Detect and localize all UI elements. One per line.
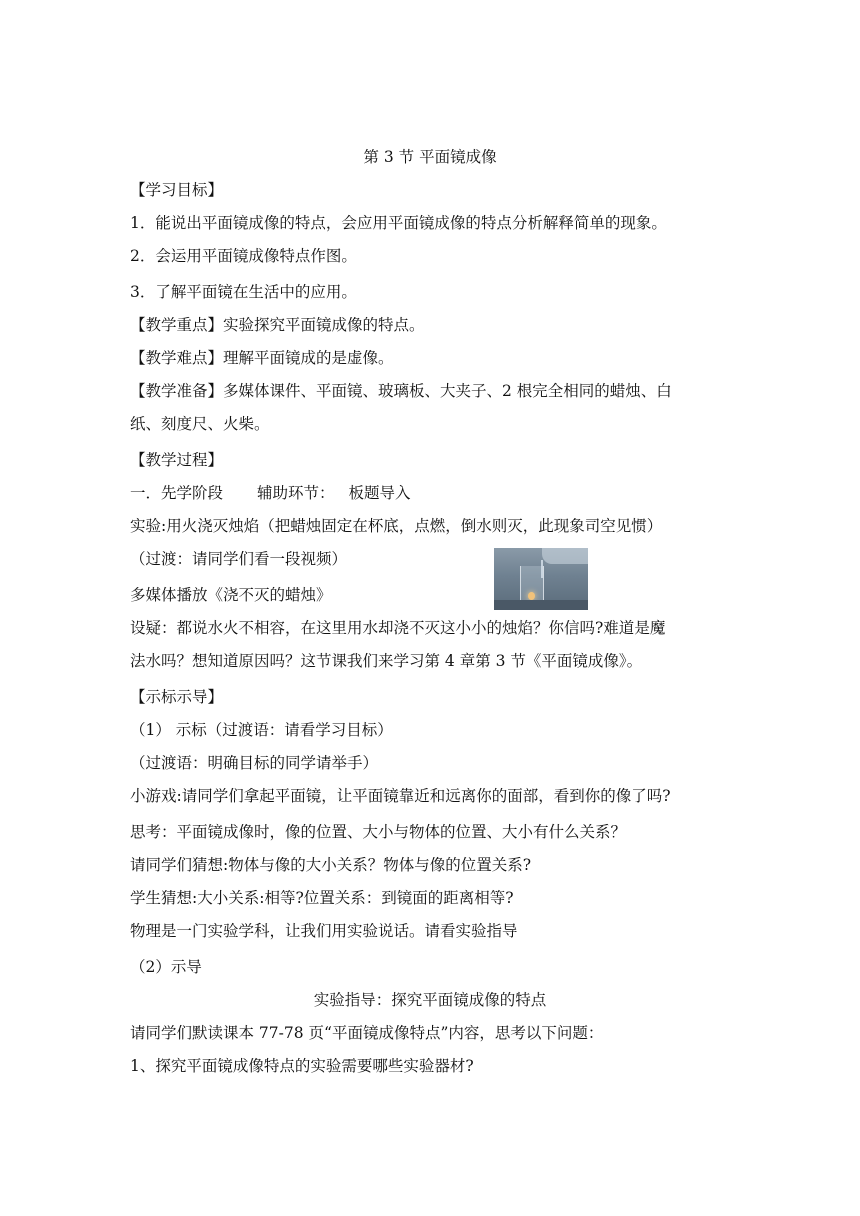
guide-step-2: （2）示导: [130, 958, 202, 976]
section-heading-objectives: 【示标示导】: [130, 688, 224, 706]
question-item-1: 1、探究平面镜成像特点的实验需要哪些实验器材?: [130, 1057, 474, 1075]
stage-part-3: 板题导入: [348, 484, 411, 502]
teaching-focus: 【教学重点】实验探究平面镜成像的特点。: [130, 316, 425, 334]
guess-question: 请同学们猜想:物体与像的大小关系？物体与像的位置关系?: [130, 856, 532, 874]
mini-game: 小游戏:请同学们拿起平面镜，让平面镜靠近和远离你的面部，看到你的像了吗?: [130, 787, 671, 805]
teaching-preparation: 【教学准备】多媒体课件、平面镜、玻璃板、大夹子、2 根完全相同的蜡烛、白: [130, 382, 672, 400]
question-line-1: 设疑：都说水火不相容，在这里用水却浇不灭这小小的烛焰？你信吗?难道是魔: [130, 619, 666, 637]
section-heading-goals: 【学习目标】: [130, 181, 224, 199]
page-title: 第 3 节 平面镜成像: [363, 148, 497, 166]
think-question: 思考：平面镜成像时，像的位置、大小与物体的位置、大小有什么关系？: [130, 823, 627, 841]
goal-item-1: 1．能说出平面镜成像的特点，会应用平面镜成像的特点分析解释简单的现象。: [130, 214, 667, 232]
stage-line: [130, 483, 740, 503]
physics-statement: 物理是一门实验学科，让我们用实验说话。请看实验指导: [130, 922, 518, 940]
stage-part-2: 辅助环节：: [257, 484, 335, 502]
teaching-preparation-cont: 纸、刻度尺、火柴。: [130, 415, 270, 433]
goal-item-3: 3．了解平面镜在生活中的应用。: [130, 283, 357, 301]
student-guess: 学生猜想:大小关系:相等?位置关系：到镜面的距离相等?: [130, 889, 514, 907]
section-heading-process: 【教学过程】: [130, 451, 224, 469]
water-jug-shape: [542, 548, 588, 564]
stage-part-1: 一．先学阶段: [130, 484, 224, 502]
objective-step-1: （1） 示标（过渡语：请看学习目标）: [130, 721, 393, 739]
goal-item-2: 2．会运用平面镜成像特点作图。: [130, 247, 357, 265]
experiment-line: 实验:用火浇灭烛焰（把蜡烛固定在杯底，点燃，倒水则灭，此现象司空见惯）: [130, 517, 663, 535]
multimedia-play: 多媒体播放《浇不灭的蜡烛》: [130, 586, 332, 604]
teaching-difficulty: 【教学难点】理解平面镜成的是虚像。: [130, 349, 394, 367]
transition-video: （过渡：请同学们看一段视频）: [130, 550, 348, 568]
reading-instruction: 请同学们默读课本 77-78 页“平面镜成像特点”内容，思考以下问题：: [130, 1024, 604, 1042]
question-line-2: 法水吗？想知道原因吗？这节课我们来学习第 4 章第 3 节《平面镜成像》。: [130, 652, 643, 670]
experiment-guide-title: 实验指导：探究平面镜成像的特点: [313, 991, 547, 1009]
transition-raise-hand: （过渡语：明确目标的同学请举手）: [130, 754, 379, 772]
